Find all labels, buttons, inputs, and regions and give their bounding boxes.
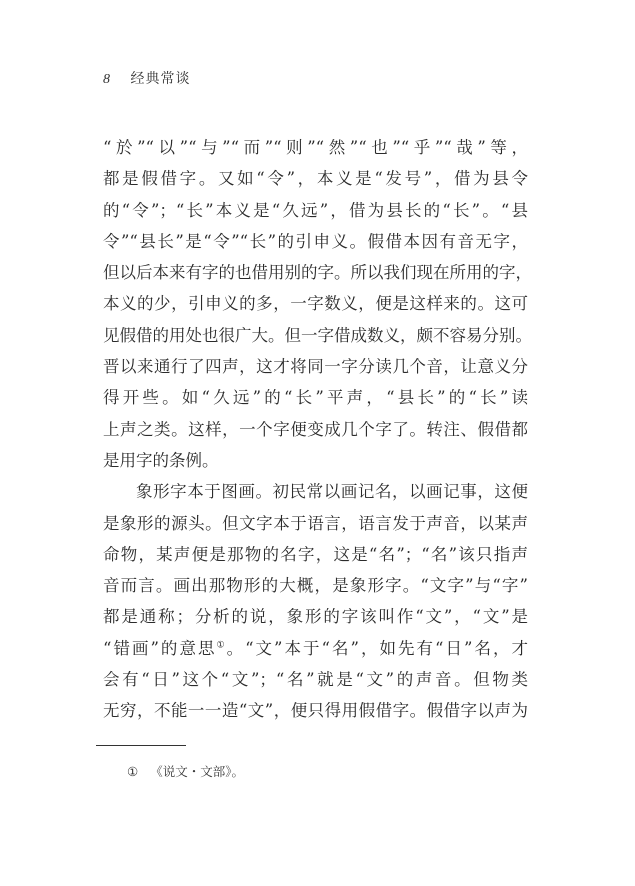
- text-line: “於”“以”“与”“而”“则”“然”“也”“乎”“哉”等，: [103, 138, 528, 157]
- text-line: 都是通称；分析的说，象形的字该叫作“文”，“文”是: [103, 607, 528, 627]
- footnote: [127, 762, 244, 780]
- text-line: 本义的少，引申义的多，一字数义，便是这样来的。这可: [103, 294, 528, 314]
- footnote-divider: [96, 745, 186, 746]
- footnote-reference[interactable]: ①: [216, 640, 227, 651]
- text-line: 晋以来通行了四声，这才将同一字分读几个音，让意义分: [103, 357, 528, 377]
- text-line: 见假借的用处也很广大。但一字借成数义，颇不容易分别。: [103, 325, 532, 345]
- text-line: 象形字本于图画。初民常以画记名，以画记事，这便: [136, 482, 528, 502]
- text-line: 的“令”；“长”本义是“久远”，借为县长的“长”。“县: [103, 200, 528, 220]
- text-line: 都是假借字。又如“令”，本义是“发号”，借为县令: [103, 169, 528, 189]
- running-header: [103, 68, 190, 88]
- book-title: 经典常谈: [130, 71, 191, 87]
- footnote-mark: ①: [127, 764, 139, 779]
- text-line: 音而言。画出那物形的大概，是象形字。“文字”与“字”: [103, 576, 528, 596]
- page-number: 8: [103, 72, 111, 87]
- text-segment: 。“文”本于“名”，如先有“日”名，才: [226, 638, 528, 658]
- footnote-text: 《说文・文部》。: [150, 764, 244, 779]
- text-line: 令”“县长”是“令”“长”的引申义。假借本因有音无字，: [103, 231, 528, 251]
- text-line: 上声之类。这样，一个字便变成几个字了。转注、假借都: [103, 419, 528, 439]
- text-line: 得开些。如“久远”的“长”平声，“县长”的“长”读: [103, 388, 528, 408]
- text-line: 无穷，不能一一造“文”，便只得用假借字。假借字以声为: [103, 701, 528, 721]
- text-line: 是象形的源头。但文字本于语言，语言发于声音，以某声: [103, 513, 528, 533]
- text-line: 会有“日”这个“文”；“名”就是“文”的声音。但物类: [103, 670, 528, 690]
- text-line: 是用字的条例。: [103, 450, 219, 470]
- text-line: 但以后本来有字的也借用别的字。所以我们现在所用的字，: [103, 263, 532, 283]
- text-segment: “错画”的意思: [103, 638, 217, 658]
- body-text: [103, 132, 532, 727]
- text-line-with-note: [103, 633, 528, 664]
- text-line: 命物，某声便是那物的名字，这是“名”；“名”该只指声: [103, 544, 528, 564]
